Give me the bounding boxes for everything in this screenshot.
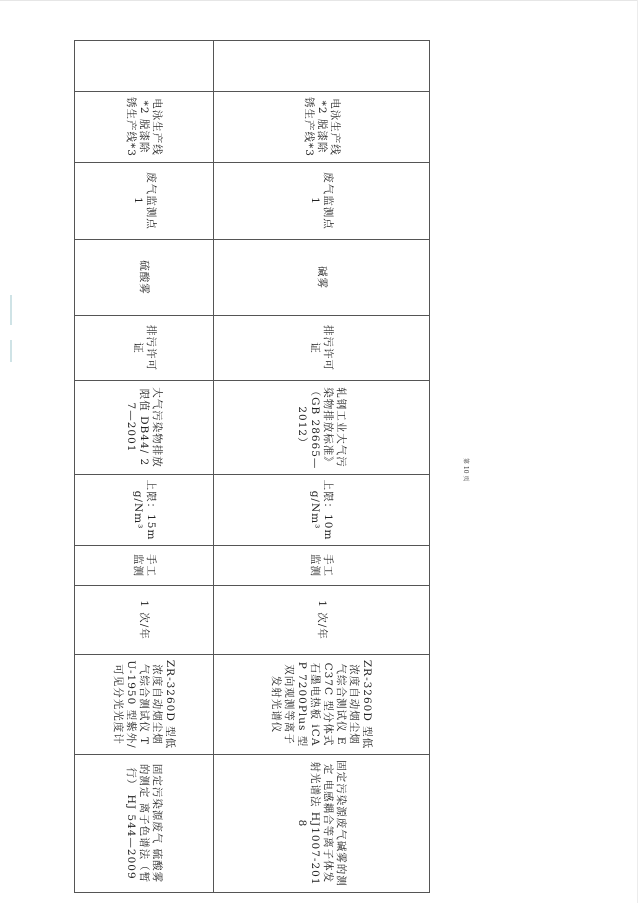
cell-limit: 上限：10mg/Nm³	[213, 475, 429, 546]
cell-mode: 手工监测	[213, 546, 429, 586]
scan-mark	[10, 340, 12, 362]
cell-limit: 上限：15mg/Nm³	[75, 475, 214, 546]
monitoring-table	[74, 40, 430, 893]
cell-production-line: 电泳生产线*2 脱漆除锈生产线*3	[213, 92, 429, 163]
cell-standard: 轧钢工业大气污染物排放标准》（GB 28665—2012）	[213, 381, 429, 475]
cell-frequency: 1 次/年	[213, 586, 429, 655]
cell-monitoring-point: 废气监测点 1	[213, 163, 429, 240]
cell-pollutant: 硫酸雾	[75, 240, 214, 316]
cell-method: 固定污染源废气碱雾的测定 电感耦合等离子体发射光谱法 HJ1007-2018	[213, 755, 429, 893]
scan-mark	[10, 295, 12, 325]
empty-cell	[75, 41, 214, 92]
cell-basis: 排污许可证	[213, 316, 429, 381]
cell-instrument: ZR-3260D 型低浓度自动烟尘烟气综合测试仪 EC37C 型分体式石墨电热板 iCAP 7200Plus 型双向观测等离子发射光谱仪	[213, 655, 429, 755]
cell-mode: 手工监测	[75, 546, 214, 586]
cell-monitoring-point: 废气监测点 1	[75, 163, 214, 240]
table-row	[213, 41, 429, 893]
cell-frequency: 1 次/年	[75, 586, 214, 655]
cell-pollutant: 碱雾	[213, 240, 429, 316]
empty-cell	[213, 41, 429, 92]
cell-standard: 大气污染物排放限值 DB44/ 27—2001	[75, 381, 214, 475]
monitoring-table-rotated	[74, 40, 430, 887]
table-row	[75, 41, 214, 893]
cell-basis: 排污许可证	[75, 316, 214, 381]
page-edge-top	[0, 0, 638, 1]
cell-method: 固定污染源废气 硫酸雾的测定 离子色谱法（暂行） HJ 544—2009	[75, 755, 214, 893]
page-number: 第 10 页	[462, 458, 469, 482]
cell-production-line: 电泳生产线*2 脱漆除锈生产线*3	[75, 92, 214, 163]
cell-instrument: ZR-3260D 型低浓度自动烟尘烟气综合测试仪 TU-1950 型紫外/可见分光光度计	[75, 655, 214, 755]
